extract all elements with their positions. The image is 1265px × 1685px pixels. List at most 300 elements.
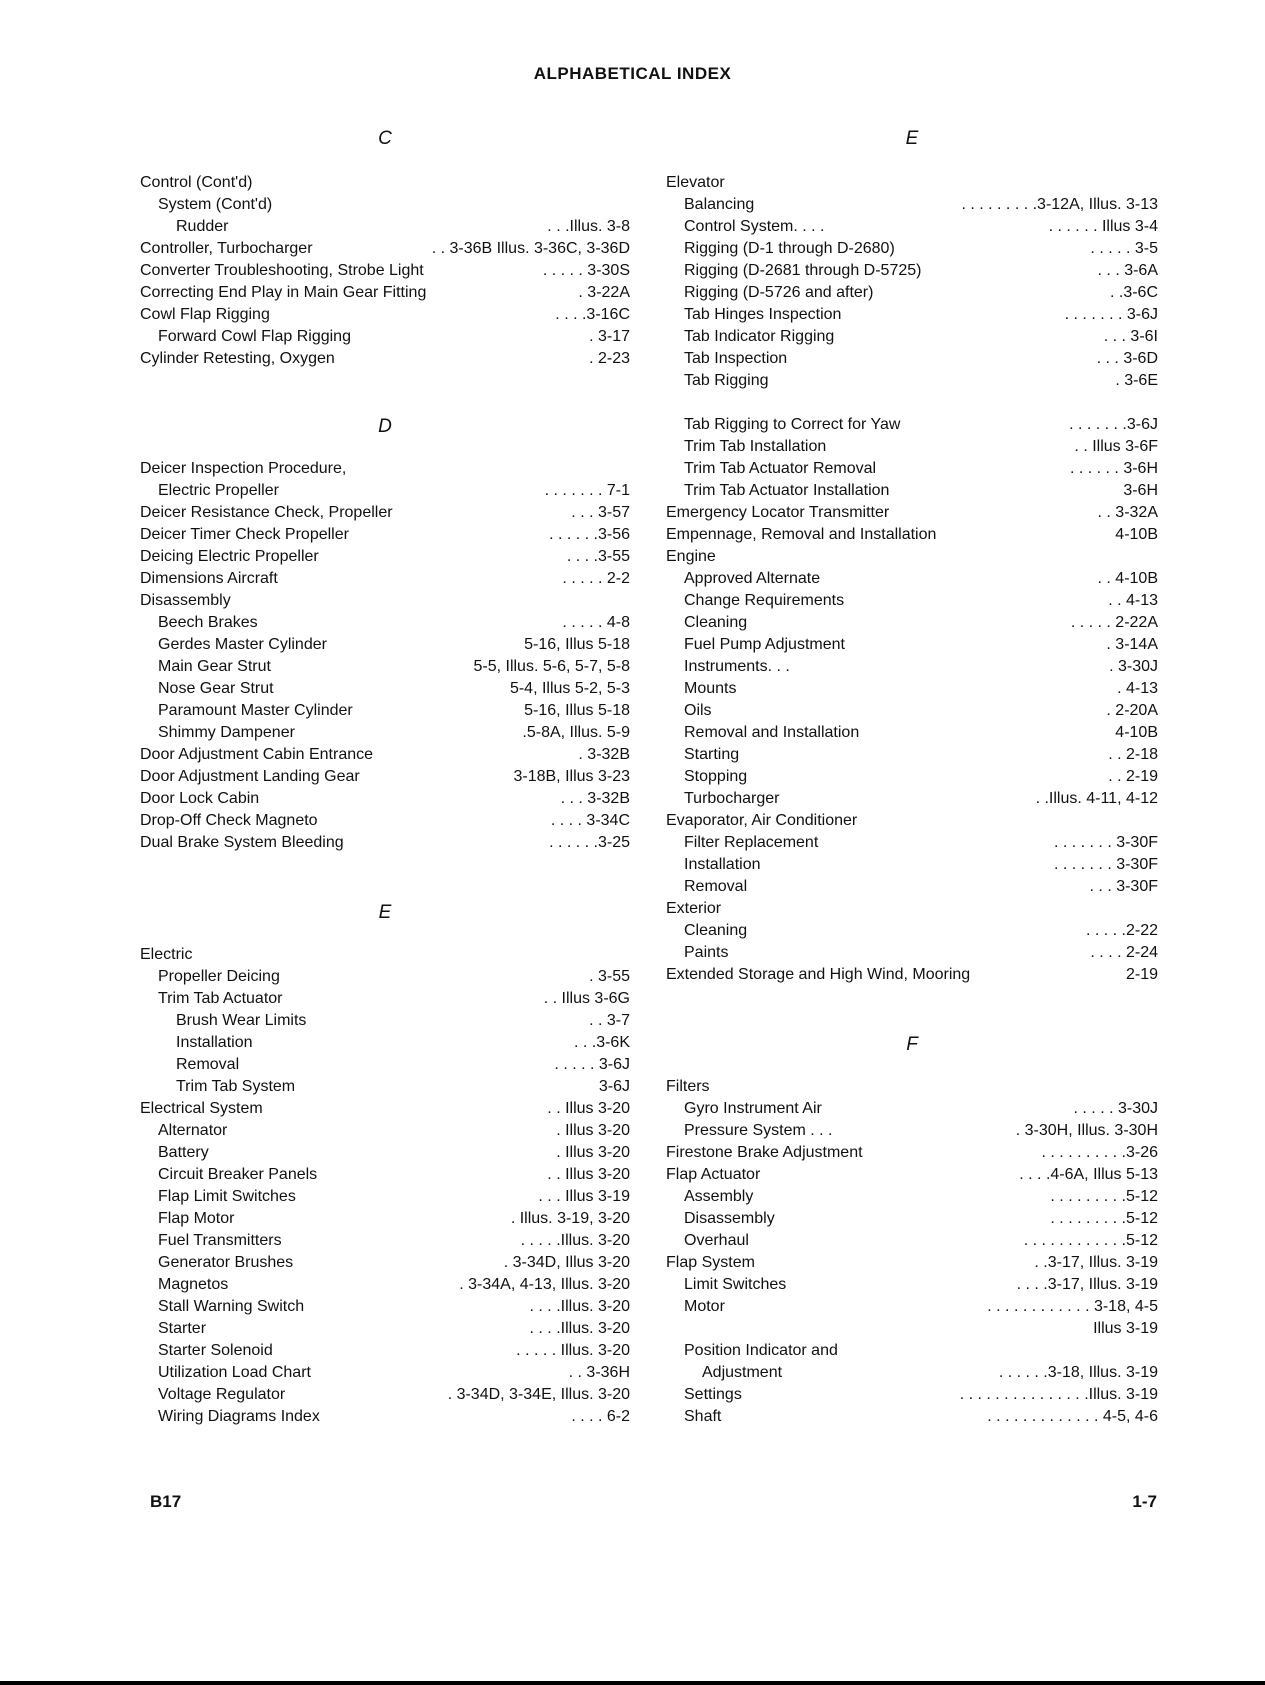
index-group-f <box>666 1076 1158 1428</box>
index-entry <box>140 326 630 348</box>
index-page-ref: . . 2-19 <box>1108 768 1158 785</box>
index-page-ref: . . . . .Illus. 3-20 <box>520 1232 630 1249</box>
index-page-ref: . . . . . 3-5 <box>1090 240 1158 257</box>
index-entry <box>666 1274 1158 1296</box>
index-page-ref: . 3-34D, 3-34E, Illus. 3-20 <box>447 1386 630 1403</box>
index-page-ref: .5-8A, Illus. 5-9 <box>522 724 630 741</box>
index-term: Forward Cowl Flap Rigging <box>158 328 351 345</box>
index-page-ref: . . 3-32A <box>1097 504 1158 521</box>
index-page-ref: . . . . . . 3-6H <box>1069 460 1158 477</box>
index-page-ref: . . . 3-30F <box>1089 878 1158 895</box>
section-heading-d: D <box>378 416 392 437</box>
index-entry <box>140 568 630 590</box>
index-term: Stall Warning Switch <box>158 1298 305 1315</box>
index-entry <box>666 678 1158 700</box>
index-term: Deicing Electric Propeller <box>140 548 319 565</box>
index-entry <box>666 1318 1158 1340</box>
index-entry <box>666 414 1158 436</box>
index-term: Trim Tab Installation <box>684 438 827 455</box>
index-entry <box>666 1362 1158 1384</box>
index-term: Propeller Deicing <box>158 968 280 985</box>
index-term: Control (Cont'd) <box>140 174 253 191</box>
index-term: Electric <box>140 946 193 963</box>
index-term: Cleaning <box>684 614 748 631</box>
index-page-ref: . . . . . 3-6J <box>554 1056 630 1073</box>
index-group-e-right <box>666 172 1158 986</box>
index-page-ref: 3-6H <box>1123 482 1158 499</box>
footer-code: B17 <box>150 1492 182 1511</box>
index-page-ref: . . . . . . Illus 3-4 <box>1048 218 1158 235</box>
index-term: Trim Tab Actuator <box>158 990 283 1007</box>
index-term: Exterior <box>666 900 722 917</box>
index-page-ref: . . .3-6K <box>573 1034 630 1051</box>
index-page-ref: . . . . . . . 3-30F <box>1053 856 1158 873</box>
index-term: Installation <box>176 1034 253 1051</box>
index-page-ref: . . . .4-6A, Illus 5-13 <box>1019 1166 1158 1183</box>
index-page-ref: 2-19 <box>1125 966 1158 983</box>
index-entry <box>140 260 630 282</box>
index-page-ref: . 3-6E <box>1115 372 1158 389</box>
index-entry <box>140 634 630 656</box>
index-page-ref: . . . . . . . 7-1 <box>544 482 630 499</box>
index-entry <box>666 1296 1158 1318</box>
index-page-ref: . . . . . .3-18, Illus. 3-19 <box>998 1364 1158 1381</box>
index-entry <box>140 656 630 678</box>
index-page-ref: . . 3-36B Illus. 3-36C, 3-36D <box>431 240 630 257</box>
index-term: Elevator <box>666 174 725 191</box>
index-entry <box>666 480 1158 502</box>
index-term: Deicer Inspection Procedure, <box>140 460 347 477</box>
index-term: Trim Tab Actuator Installation <box>684 482 890 499</box>
index-entry <box>666 744 1158 766</box>
index-entry <box>666 1120 1158 1142</box>
index-page-ref: . . . . . .3-56 <box>549 526 630 543</box>
index-entry <box>666 260 1158 282</box>
index-page-ref: 3-18B, Illus 3-23 <box>513 768 630 785</box>
index-entry <box>140 348 630 370</box>
index-entry <box>666 1164 1158 1186</box>
index-group-d <box>140 458 630 854</box>
index-term: Mounts <box>684 680 737 697</box>
index-term: Beech Brakes <box>158 614 258 631</box>
index-entry <box>666 216 1158 238</box>
index-term: Utilization Load Chart <box>158 1364 311 1381</box>
index-entry <box>666 876 1158 898</box>
index-page-ref: . 3-22A <box>578 284 630 301</box>
index-page-ref: . . . . 2-24 <box>1090 944 1158 961</box>
index-term: Change Requirements <box>684 592 845 609</box>
index-entry <box>666 326 1158 348</box>
index-term: Converter Troubleshooting, Strobe Light <box>140 262 424 279</box>
index-page-ref: . 3-34D, Illus 3-20 <box>503 1254 630 1271</box>
index-term: Evaporator, Air Conditioner <box>666 812 858 829</box>
index-entry <box>666 920 1158 942</box>
index-entry <box>140 1098 630 1120</box>
index-page-ref: . 3-17 <box>589 328 630 345</box>
index-term: Deicer Resistance Check, Propeller <box>140 504 393 521</box>
index-term: Door Lock Cabin <box>140 790 260 807</box>
index-page-ref: . . . . . 4-8 <box>562 614 630 631</box>
index-term: Oils <box>684 702 712 719</box>
index-entry <box>140 282 630 304</box>
index-entry <box>666 568 1158 590</box>
index-term: Tab Hinges Inspection <box>684 306 842 323</box>
index-entry <box>140 194 630 216</box>
index-entry <box>666 392 1158 414</box>
index-page-ref: . 4-13 <box>1117 680 1158 697</box>
index-entry <box>666 832 1158 854</box>
index-page-ref: . . . . . . . . . . . . . 4-5, 4-6 <box>987 1408 1158 1425</box>
index-term: Cylinder Retesting, Oxygen <box>140 350 335 367</box>
index-page-ref: . . 4-13 <box>1108 592 1158 609</box>
index-term: Pressure System . . . <box>684 1122 833 1139</box>
index-entry <box>140 1054 630 1076</box>
index-entry <box>666 194 1158 216</box>
index-entry <box>666 810 1158 832</box>
index-entry <box>140 1384 630 1406</box>
index-entry <box>140 678 630 700</box>
index-term: Door Adjustment Cabin Entrance <box>140 746 374 763</box>
index-page-ref: . . . .3-55 <box>566 548 630 565</box>
index-entry <box>666 656 1158 678</box>
index-term: Generator Brushes <box>158 1254 294 1271</box>
index-term: Filter Replacement <box>684 834 819 851</box>
index-entry <box>140 832 630 854</box>
index-term: Rigging (D-5726 and after) <box>684 284 874 301</box>
index-entry <box>140 480 630 502</box>
index-term: Shimmy Dampener <box>158 724 295 741</box>
index-term: Paramount Master Cylinder <box>158 702 353 719</box>
index-page-ref: . . . . . . . . .3-12A, Illus. 3-13 <box>961 196 1158 213</box>
index-entry <box>666 1406 1158 1428</box>
index-page-ref: . . Illus 3-20 <box>547 1100 630 1117</box>
page-title: ALPHABETICAL INDEX <box>533 64 732 83</box>
index-page-ref: Illus 3-19 <box>1093 1320 1158 1337</box>
index-entry <box>666 172 1158 194</box>
index-term: Tab Rigging <box>684 372 769 389</box>
index-term: Nose Gear Strut <box>158 680 274 697</box>
index-page-ref: . . . . . . .3-6J <box>1069 416 1158 433</box>
index-term: Controller, Turbocharger <box>140 240 313 257</box>
index-entry <box>666 1384 1158 1406</box>
index-term: Fuel Transmitters <box>158 1232 282 1249</box>
index-term: Empennage, Removal and Installation <box>666 526 937 543</box>
index-entry <box>140 1296 630 1318</box>
index-term: Rigging (D-2681 through D-5725) <box>684 262 922 279</box>
section-heading-e-right: E <box>905 128 919 149</box>
index-page-ref: . 3-34A, 4-13, Illus. 3-20 <box>459 1276 630 1293</box>
index-page-ref: . . 2-18 <box>1108 746 1158 763</box>
index-page-ref: . . 4-10B <box>1097 570 1158 587</box>
index-term: Extended Storage and High Wind, Mooring <box>666 966 971 983</box>
index-term: Disassembly <box>684 1210 775 1227</box>
index-entry <box>140 966 630 988</box>
index-term: Voltage Regulator <box>158 1386 286 1403</box>
index-page-ref: . . . . . . . 3-30F <box>1053 834 1158 851</box>
index-term: Overhaul <box>684 1232 749 1249</box>
index-entry <box>140 1230 630 1252</box>
index-entry <box>140 1406 630 1428</box>
index-entry <box>666 546 1158 568</box>
index-page-ref: . . . . . . . 3-6J <box>1064 306 1158 323</box>
index-entry <box>666 1186 1158 1208</box>
index-term: Dual Brake System Bleeding <box>140 834 344 851</box>
index-entry <box>140 1076 630 1098</box>
index-page-ref: 5-4, Illus 5-2, 5-3 <box>509 680 630 697</box>
index-term: Tab Inspection <box>684 350 788 367</box>
index-page-ref: . . . . . . . . .5-12 <box>1050 1210 1158 1227</box>
index-entry <box>666 942 1158 964</box>
index-page-ref: . . Illus 3-20 <box>547 1166 630 1183</box>
index-page-ref: . . .Illus. 3-8 <box>547 218 630 235</box>
index-page-ref: . . . . . .3-25 <box>549 834 630 851</box>
index-page-ref: . . . . 3-34C <box>550 812 630 829</box>
index-entry <box>140 546 630 568</box>
index-entry <box>666 1340 1158 1362</box>
index-term: Removal <box>684 878 748 895</box>
index-term: Flap Actuator <box>666 1166 761 1183</box>
index-page-ref: . Illus 3-20 <box>556 1122 630 1139</box>
index-term: Circuit Breaker Panels <box>158 1166 318 1183</box>
index-page-ref: . 2-20A <box>1106 702 1158 719</box>
index-page-ref: . . . 3-57 <box>571 504 630 521</box>
index-entry <box>666 612 1158 634</box>
index-term: Turbocharger <box>684 790 780 807</box>
index-page-ref: . . . 3-6D <box>1096 350 1158 367</box>
index-entry <box>140 1340 630 1362</box>
index-entry <box>140 788 630 810</box>
index-entry <box>666 964 1158 986</box>
index-page-ref: 3-6J <box>598 1078 630 1095</box>
index-term: Door Adjustment Landing Gear <box>140 768 360 785</box>
index-page-ref: . . . .3-16C <box>555 306 630 323</box>
page-number: 1-7 <box>1132 1492 1157 1511</box>
index-term: Electric Propeller <box>158 482 279 499</box>
index-entry <box>140 216 630 238</box>
index-entry <box>140 1142 630 1164</box>
index-page-ref: . . Illus 3-6G <box>543 990 630 1007</box>
index-entry <box>666 700 1158 722</box>
index-term: Deicer Timer Check Propeller <box>140 526 349 543</box>
index-term: Settings <box>684 1386 742 1403</box>
section-heading-c: C <box>378 128 392 149</box>
index-term: Emergency Locator Transmitter <box>666 504 890 521</box>
index-term: Battery <box>158 1144 209 1161</box>
index-entry <box>140 810 630 832</box>
index-page-ref: . . . . . . . . . . . .5-12 <box>1023 1232 1158 1249</box>
index-entry <box>666 898 1158 920</box>
index-entry <box>666 1076 1158 1098</box>
index-term: Limit Switches <box>684 1276 787 1293</box>
index-page-ref: . . . . .2-22 <box>1085 922 1158 939</box>
index-page-ref: . .Illus. 4-11, 4-12 <box>1035 790 1158 807</box>
index-entry <box>140 700 630 722</box>
index-page-ref: 5-16, Illus 5-18 <box>524 702 630 719</box>
index-page-ref: . . . . . . . . . .3-26 <box>1041 1144 1158 1161</box>
index-term: Gerdes Master Cylinder <box>158 636 327 653</box>
index-entry <box>140 502 630 524</box>
index-term: Flap Motor <box>158 1210 235 1227</box>
index-entry <box>140 590 630 612</box>
index-entry <box>666 1252 1158 1274</box>
index-page-ref: . . . .3-17, Illus. 3-19 <box>1016 1276 1158 1293</box>
index-term: Starter <box>158 1320 207 1337</box>
index-term: Cowl Flap Rigging <box>140 306 270 323</box>
index-entry <box>666 1208 1158 1230</box>
index-page-ref: . 2-23 <box>589 350 630 367</box>
index-term: Disassembly <box>140 592 231 609</box>
index-page-ref: . 3-30J <box>1109 658 1158 675</box>
index-entry <box>666 788 1158 810</box>
index-term: System (Cont'd) <box>158 196 273 213</box>
index-page-ref: . . . 3-6A <box>1097 262 1158 279</box>
index-term: Assembly <box>684 1188 754 1205</box>
index-group-c <box>140 172 630 370</box>
index-term: Instruments. . . <box>684 658 790 675</box>
index-entry <box>666 458 1158 480</box>
index-term: Stopping <box>684 768 748 785</box>
section-heading-e: E <box>378 902 392 923</box>
index-page-ref: . 3-14A <box>1106 636 1158 653</box>
index-page-ref: 4-10B <box>1115 526 1158 543</box>
index-term: Control System. . . . <box>684 218 825 235</box>
index-page-ref: . . . . 6-2 <box>571 1408 630 1425</box>
index-page-ref: . 3-55 <box>589 968 630 985</box>
index-page-ref: . Illus 3-20 <box>556 1144 630 1161</box>
index-term: Gyro Instrument Air <box>684 1100 822 1117</box>
index-term: Paints <box>684 944 729 961</box>
bottom-rule <box>0 1681 1265 1685</box>
index-page-ref: . . . 3-32B <box>560 790 630 807</box>
index-entry <box>140 1318 630 1340</box>
index-term: Rudder <box>176 218 229 235</box>
index-entry <box>140 744 630 766</box>
index-entry <box>140 304 630 326</box>
index-page-ref: . .3-6C <box>1109 284 1158 301</box>
index-term: Motor <box>684 1298 725 1315</box>
index-entry <box>666 854 1158 876</box>
index-term: Drop-Off Check Magneto <box>140 812 318 829</box>
index-term: Brush Wear Limits <box>176 1012 307 1029</box>
index-term: Correcting End Play in Main Gear Fitting <box>140 284 427 301</box>
index-entry <box>140 1010 630 1032</box>
index-page-ref: . . . 3-6I <box>1103 328 1158 345</box>
index-entry <box>666 502 1158 524</box>
index-entry <box>666 304 1158 326</box>
index-entry <box>666 436 1158 458</box>
index-term: Alternator <box>158 1122 228 1139</box>
index-term: Filters <box>666 1078 710 1095</box>
index-term: Starter Solenoid <box>158 1342 273 1359</box>
index-term: Removal <box>176 1056 240 1073</box>
index-page-ref: 5-5, Illus. 5-6, 5-7, 5-8 <box>473 658 630 675</box>
index-entry <box>140 458 630 480</box>
index-entry <box>140 766 630 788</box>
index-term: Trim Tab Actuator Removal <box>684 460 877 477</box>
index-entry <box>140 944 630 966</box>
index-entry <box>666 1098 1158 1120</box>
index-page-ref: . . . . . 3-30J <box>1073 1100 1158 1117</box>
index-term: Removal and Installation <box>684 724 860 741</box>
index-entry <box>666 766 1158 788</box>
index-page-ref: . . 3-7 <box>589 1012 630 1029</box>
index-page-ref: . . . . . Illus. 3-20 <box>516 1342 630 1359</box>
index-entry <box>140 524 630 546</box>
index-page-ref: . . . . . 3-30S <box>542 262 630 279</box>
index-term: Approved Alternate <box>684 570 821 587</box>
index-term: Electrical System <box>140 1100 263 1117</box>
index-page-ref: . 3-32B <box>578 746 630 763</box>
index-term: Rigging (D-1 through D-2680) <box>684 240 895 257</box>
index-entry <box>140 1186 630 1208</box>
section-heading-f: F <box>906 1034 918 1055</box>
index-entry <box>666 1230 1158 1252</box>
index-term: Flap Limit Switches <box>158 1188 296 1205</box>
index-entry <box>140 1362 630 1384</box>
index-page-ref: . . . . . 2-22A <box>1070 614 1158 631</box>
index-page-ref: . .3-17, Illus. 3-19 <box>1034 1254 1158 1271</box>
index-page-ref: . . . . . 2-2 <box>562 570 630 587</box>
index-page-ref: . . . . . . . . .5-12 <box>1050 1188 1158 1205</box>
index-entry <box>140 1120 630 1142</box>
index-page-ref: . Illus. 3-19, 3-20 <box>510 1210 630 1227</box>
index-term: Shaft <box>684 1408 722 1425</box>
index-page-ref: . . . Illus 3-19 <box>538 1188 630 1205</box>
index-term: Main Gear Strut <box>158 658 271 675</box>
index-page-ref: . 3-30H, Illus. 3-30H <box>1015 1122 1158 1139</box>
index-term: Fuel Pump Adjustment <box>684 636 845 653</box>
index-page-ref: . . . .Illus. 3-20 <box>529 1298 630 1315</box>
index-term: Magnetos <box>158 1276 229 1293</box>
index-entry <box>666 348 1158 370</box>
index-entry <box>140 1252 630 1274</box>
index-term: Adjustment <box>702 1364 783 1381</box>
index-entry <box>666 370 1158 392</box>
index-page-ref: . . . . . . . . . . . . 3-18, 4-5 <box>987 1298 1158 1315</box>
index-page-ref: 5-16, Illus 5-18 <box>524 636 630 653</box>
index-term: Starting <box>684 746 740 763</box>
index-page-ref: . . 3-36H <box>568 1364 630 1381</box>
index-term: Firestone Brake Adjustment <box>666 1144 863 1161</box>
index-entry <box>666 282 1158 304</box>
index-page-ref: . . Illus 3-6F <box>1074 438 1158 455</box>
index-entry <box>666 524 1158 546</box>
index-entry <box>140 722 630 744</box>
index-entry <box>140 238 630 260</box>
index-page-ref: 4-10B <box>1115 724 1158 741</box>
index-entry <box>140 1164 630 1186</box>
index-entry <box>140 988 630 1010</box>
index-term: Cleaning <box>684 922 748 939</box>
index-group-e <box>140 944 630 1428</box>
index-term: Dimensions Aircraft <box>140 570 278 587</box>
index-term: Wiring Diagrams Index <box>158 1408 320 1425</box>
index-entry <box>666 238 1158 260</box>
index-term: Position Indicator and <box>684 1342 838 1359</box>
index-term: Balancing <box>684 196 755 213</box>
index-term: Engine <box>666 548 716 565</box>
index-entry <box>666 634 1158 656</box>
index-entry <box>140 1208 630 1230</box>
index-entry <box>140 1032 630 1054</box>
index-entry <box>666 722 1158 744</box>
index-entry <box>140 1274 630 1296</box>
index-term: Tab Rigging to Correct for Yaw <box>684 416 901 433</box>
index-term: Tab Indicator Rigging <box>684 328 835 345</box>
index-term: Installation <box>684 856 761 873</box>
index-entry <box>666 1142 1158 1164</box>
index-term: Flap System <box>666 1254 755 1271</box>
